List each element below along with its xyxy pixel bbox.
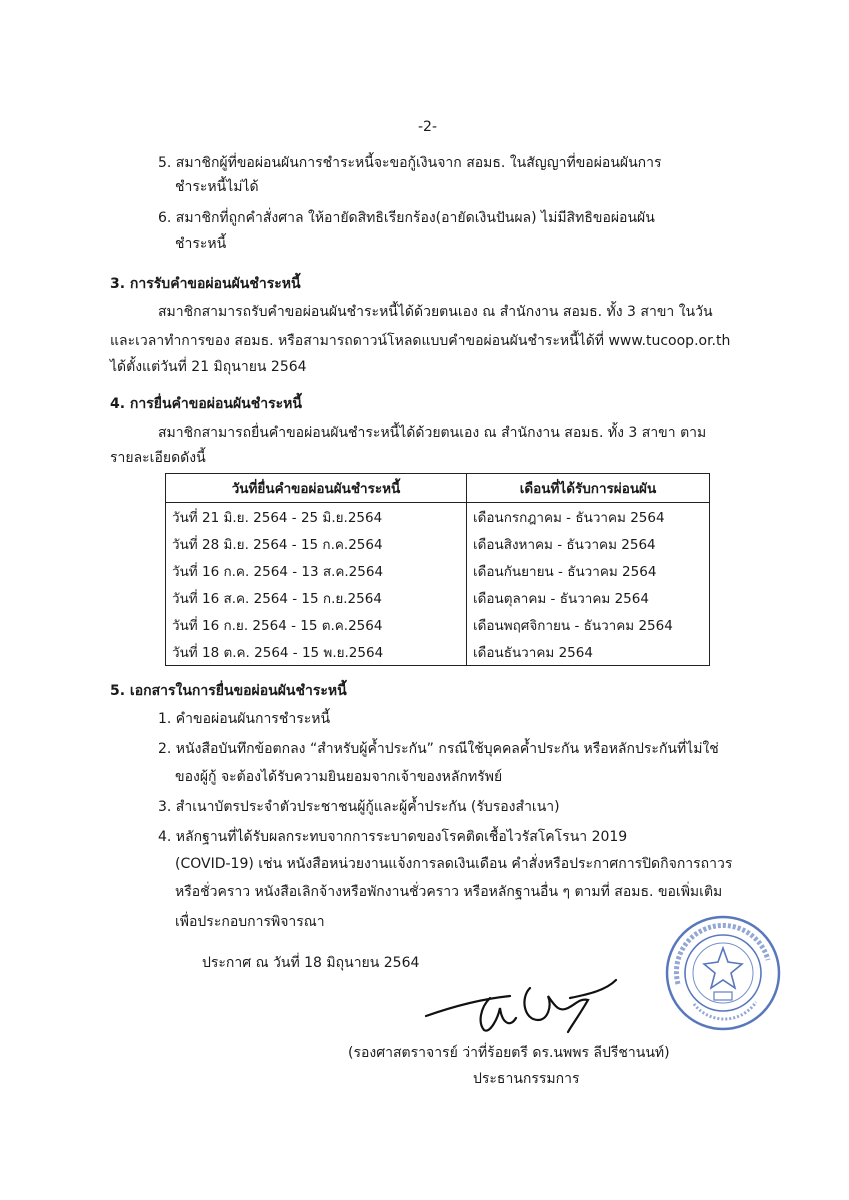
doc-item-2-line1: 2. หนังสือบันทึกข้อตกลง “สำหรับผู้ค้ำประกัน” กรณีใช้บุคคลค้ำประกัน หรือหลักประกันที่ไม่ใช่ [158,741,719,757]
table-cell-date: วันที่ 28 มิ.ย. 2564 - 15 ก.ค.2564 [166,530,467,557]
doc-item-3: 3. สำเนาบัตรประจำตัวประชาชนผู้กู้และผู้ค้ำประกัน (รับรองสำเนา) [158,799,560,815]
table-row [166,530,710,557]
table-row [166,557,710,584]
doc-item-1: 1. คำขอผ่อนผันการชำระหนี้ [158,711,331,727]
table-cell-month: เดือนธันวาคม 2564 [467,638,710,666]
doc-item-4-line3: หรือชั่วคราว หนังสือเลิกจ้างหรือพักงานชั่วคราว หรือหลักฐานอื่น ๆ ตามที่ สอมธ. ขอเพิ่มเติม [175,884,723,900]
table-header-deferral-month: เดือนที่ได้รับการผ่อนผัน [467,474,710,503]
page-number: -2- [418,119,438,135]
schedule-table [165,473,710,666]
table-row [166,584,710,611]
section3-line2: และเวลาทำการของ สอมธ. หรือสามารถดาวน์โหลดแบบคำขอผ่อนผันชำระหนี้ได้ที่ www.tucoop.or.th [110,333,731,349]
table-cell-date: วันที่ 16 ก.ค. 2564 - 13 ส.ค.2564 [166,557,467,584]
section3-heading: 3. การรับคำขอผ่อนผันชำระหนี้ [110,276,301,292]
doc-item-4-line2: (COVID-19) เช่น หนังสือหน่วยงานแจ้งการลดเงินเดือน คำสั่งหรือประกาศการปิดกิจการถาวร [175,856,733,872]
list-item-5-line1: 5. สมาชิกผู้ที่ขอผ่อนผันการชำระหนี้จะขอกู้เงินจาก สอมธ. ในสัญญาที่ขอผ่อนผันการ [158,155,662,171]
doc-item-4-line1: 4. หลักฐานที่ได้รับผลกระทบจากการระบาดของโรคติดเชื้อไวรัสโคโรนา 2019 [158,829,628,845]
table-row [166,503,710,531]
signer-title: ประธานกรรมการ [473,1071,580,1087]
list-item-6-line1: 6. สมาชิกที่ถูกคำสั่งศาล ให้อายัดสิทธิเรียกร้อง(อายัดเงินปันผล) ไม่มีสิทธิขอผ่อนผัน [158,210,655,226]
table-row [166,638,710,666]
doc-item-2-line2: ของผู้กู้ จะต้องได้รับความยินยอมจากเจ้าของหลักทรัพย์ [175,769,503,785]
cooperative-seal [664,914,782,1032]
doc-item-4-line4: เพื่อประกอบการพิจารณา [175,914,325,930]
section3-line1: สมาชิกสามารถรับคำขอผ่อนผันชำระหนี้ได้ด้วยตนเอง ณ สำนักงาน สอมธ. ทั้ง 3 สาขา ในวัน [158,304,713,320]
signer-name: (รองศาสตราจารย์ ว่าที่ร้อยตรี ดร.นพพร ลีปรีชานนท์) [348,1045,670,1061]
table-cell-month: เดือนสิงหาคม - ธันวาคม 2564 [467,530,710,557]
table-cell-month: เดือนตุลาคม - ธันวาคม 2564 [467,584,710,611]
section4-heading: 4. การยื่นคำขอผ่อนผันชำระหนี้ [110,396,302,412]
list-item-5-line2: ชำระหนี้ไม่ได้ [175,179,259,195]
list-item-6-line2: ชำระหนี้ [175,236,227,252]
table-cell-date: วันที่ 18 ต.ค. 2564 - 15 พ.ย.2564 [166,638,467,666]
section4-line1: สมาชิกสามารถยื่นคำขอผ่อนผันชำระหนี้ได้ด้วยตนเอง ณ สำนักงาน สอมธ. ทั้ง 3 สาขา ตาม [158,425,707,441]
section5-heading: 5. เอกสารในการยื่นขอผ่อนผันชำระหนี้ [110,683,347,699]
table-cell-date: วันที่ 16 ส.ค. 2564 - 15 ก.ย.2564 [166,584,467,611]
table-header-submit-date: วันที่ยื่นคำขอผ่อนผันชำระหนี้ [166,474,467,503]
section4-line2: รายละเอียดดังนี้ [110,450,206,466]
table-cell-date: วันที่ 16 ก.ย. 2564 - 15 ต.ค.2564 [166,611,467,638]
table-row [166,611,710,638]
announce-date: ประกาศ ณ วันที่ 18 มิถุนายน 2564 [202,955,420,971]
table-cell-month: เดือนพฤศจิกายน - ธันวาคม 2564 [467,611,710,638]
section3-line3: ได้ตั้งแต่วันที่ 21 มิถุนายน 2564 [110,359,307,375]
table-cell-month: เดือนกันยายน - ธันวาคม 2564 [467,557,710,584]
signature-image [420,968,620,1038]
table-cell-date: วันที่ 21 มิ.ย. 2564 - 25 มิ.ย.2564 [166,503,467,531]
table-cell-month: เดือนกรกฎาคม - ธันวาคม 2564 [467,503,710,531]
